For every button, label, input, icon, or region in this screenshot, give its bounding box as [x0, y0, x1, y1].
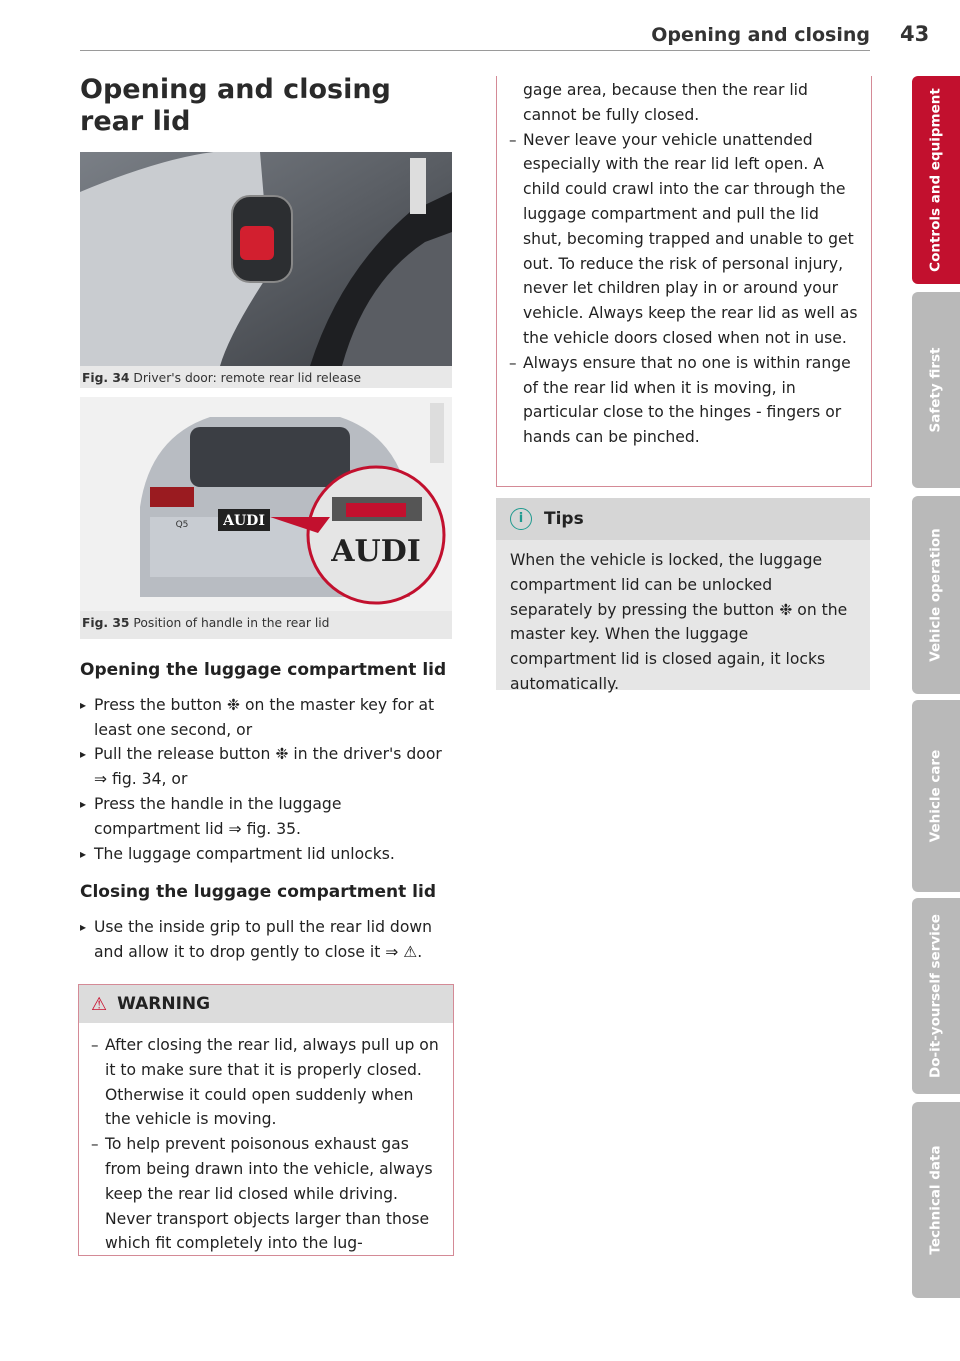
figure-35-caption: [80, 611, 452, 630]
warning-title: WARNING: [117, 994, 211, 1014]
tab-controls-and-equipment[interactable]: [912, 76, 960, 284]
closing-step: ▸ Use the inside grip to pull the rear lid down and allow it to drop gently to close it ⇒ ⚠.: [80, 915, 452, 965]
closing-heading: Closing the luggage compartment lid: [80, 882, 436, 903]
warning-box: [78, 984, 454, 1256]
tab-vehicle-care[interactable]: [912, 700, 960, 892]
audi-badge-text: AUDI: [331, 534, 421, 569]
figure-35-caption-text: Position of handle in the rear lid: [133, 616, 330, 630]
warning-continuation: gage area, because then the rear lid cannot be fully closed.: [523, 81, 808, 124]
opening-step: ▸ Press the handle in the luggage compartment lid ⇒ fig. 35.: [80, 792, 452, 842]
warning-icon: ⚠: [91, 993, 108, 1015]
tips-title: Tips: [544, 509, 584, 529]
running-title: Opening and closing: [651, 24, 870, 46]
opening-heading: Opening the luggage compartment lid: [80, 660, 447, 680]
warning-box-continued: [496, 76, 872, 487]
tab-do-it-yourself-service[interactable]: [912, 898, 960, 1094]
warning-item: – Never leave your vehicle unattended especially with the rear lid left open. A child could crawl into the car through the luggage compartment and pull the lid shut, becoming trapped and unable to get out. To reduce the risk of personal injury, never let children play in or around your vehicle. Always keep the rear lid as well as the vehicle doors closed when not in use.: [509, 128, 859, 351]
figure-35-label: Fig. 35: [82, 616, 130, 630]
info-icon: i: [510, 508, 532, 530]
tab-label: Vehicle care: [927, 749, 944, 843]
tab-label: Controls and equipment: [927, 88, 944, 272]
tab-safety-first[interactable]: [912, 292, 960, 488]
figure-34-caption: [80, 366, 452, 385]
figure-34-label: Fig. 34: [82, 371, 130, 385]
opening-step: ▸ Press the button ❉ on the master key for at least one second, or: [80, 693, 452, 743]
figure-34: [80, 152, 452, 388]
rear-lid-image: [80, 397, 452, 611]
tab-label: Vehicle operation: [927, 528, 944, 662]
page-number: 43: [900, 22, 930, 46]
tab-technical-data[interactable]: [912, 1102, 960, 1298]
tips-box: [496, 498, 870, 693]
tips-header: [496, 498, 870, 540]
model-text: Q5: [175, 520, 189, 530]
warning-item: – Always ensure that no one is within range of the rear lid when it is moving, in particular close to the hinges - fingers or hands can be pinched.: [509, 351, 859, 450]
header-rule: [80, 50, 870, 51]
tab-label: Do-it-yourself service: [927, 914, 944, 1078]
figure-35: [80, 397, 452, 639]
warning-item: – After closing the rear lid, always pull up on it to make sure that it is properly closed. Otherwise it could open suddenly when the vehicle is moving.: [91, 1033, 441, 1132]
tips-text: When the vehicle is locked, the luggage compartment lid can be unlocked separately by pressing the button ❉ on the master key. When the luggage compartment lid is closed again, it locks automatically.: [510, 551, 848, 693]
figure-34-caption-text: Driver's door: remote rear lid release: [133, 371, 362, 385]
warning-header: [79, 985, 453, 1023]
tab-vehicle-operation[interactable]: [912, 496, 960, 694]
opening-section: [80, 658, 452, 965]
section-title: Opening and closing rear lid: [80, 74, 391, 137]
tab-label: Technical data: [927, 1145, 944, 1255]
plate-text: AUDI: [223, 513, 265, 529]
tab-label: Safety first: [927, 347, 944, 433]
door-release-image: [80, 152, 452, 366]
opening-step: ▸ Pull the release button ❉ in the driver's door ⇒ fig. 34, or: [80, 742, 452, 792]
opening-step: ▸ The luggage compartment lid unlocks.: [80, 842, 452, 867]
warning-item: – To help prevent poisonous exhaust gas from being drawn into the vehicle, always keep the rear lid closed while driving. Never transport objects larger than those which fit completely into the lug-: [91, 1132, 441, 1256]
